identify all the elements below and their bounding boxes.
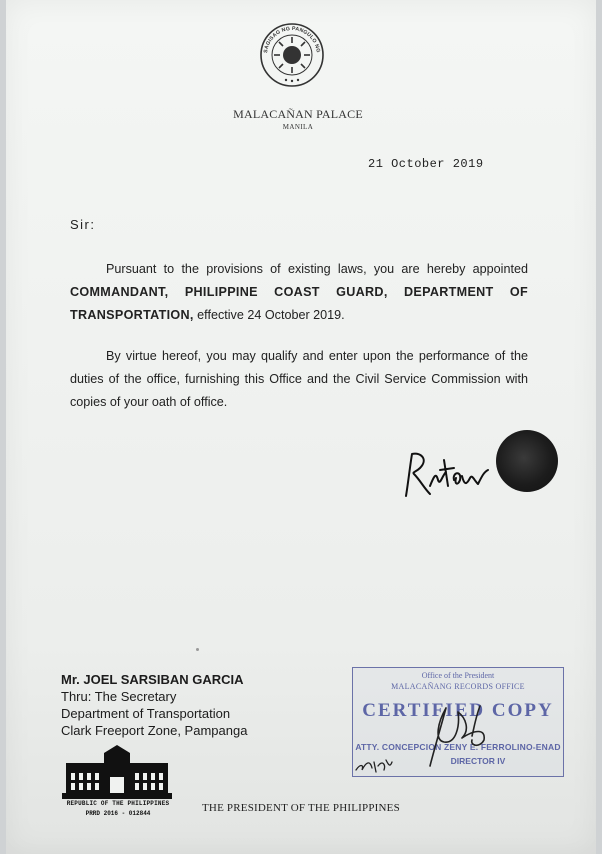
document-code: PRRD 2016 - 012844 <box>85 810 151 817</box>
certifying-signature <box>400 700 510 770</box>
signatory-title: THE PRESIDENT OF THE PHILIPPINES <box>202 802 400 814</box>
seal-text: SAGISAG NG PANGULO NG <box>263 25 321 54</box>
addressee-line-1: Thru: The Secretary <box>61 689 177 704</box>
city-name: MANILA <box>282 123 314 131</box>
stamp-officer-title: DIRECTOR IV <box>450 756 506 766</box>
appointed-position: COMMANDANT, PHILIPPINE COAST GUARD, DEPARTMENT OF TRANSPORTATION, <box>70 285 528 322</box>
letter-page <box>6 0 596 854</box>
effective-date: effective 24 October 2019. <box>197 308 345 322</box>
addressee-line-3: Clark Freeport Zone, Pampanga <box>61 723 248 738</box>
malacanang-building-logo <box>60 743 174 801</box>
oath-paragraph <box>70 345 528 414</box>
stamp-office: Office of the President <box>421 671 495 680</box>
addressee-line-2: Department of Transportation <box>61 706 231 721</box>
oath-text: By virtue hereof, you may qualify and enter upon the performance of the duties of the office, furnishing this Office and the Civil Service Commission with copies of your oath of office. <box>70 349 528 409</box>
stamp-certified-copy: CERTIFIED COPY <box>362 700 554 721</box>
dry-seal <box>496 430 558 492</box>
letter-date: 21 October 2019 <box>368 157 484 171</box>
salutation: Sir: <box>70 217 96 232</box>
stamp-records-office: MALACAÑANG RECORDS OFFICE <box>391 682 525 691</box>
initials-mark <box>354 752 394 776</box>
president-signature <box>400 446 492 502</box>
presidential-seal-icon <box>259 22 325 88</box>
stamp-officer-name: ATTY. CONCEPCION ZENY E. FERROLINO-ENAD <box>355 742 561 752</box>
addressee-name: Mr. JOEL SARSIBAN GARCIA <box>61 672 244 687</box>
republic-label: REPUBLIC OF THE PHILIPPINES <box>66 800 170 807</box>
appointment-paragraph <box>70 258 528 327</box>
palace-name: MALACAÑAN PALACE <box>233 107 363 121</box>
appointment-intro: Pursuant to the provisions of existing laws, you are hereby appointed <box>106 262 528 276</box>
paper-speck <box>196 648 199 651</box>
